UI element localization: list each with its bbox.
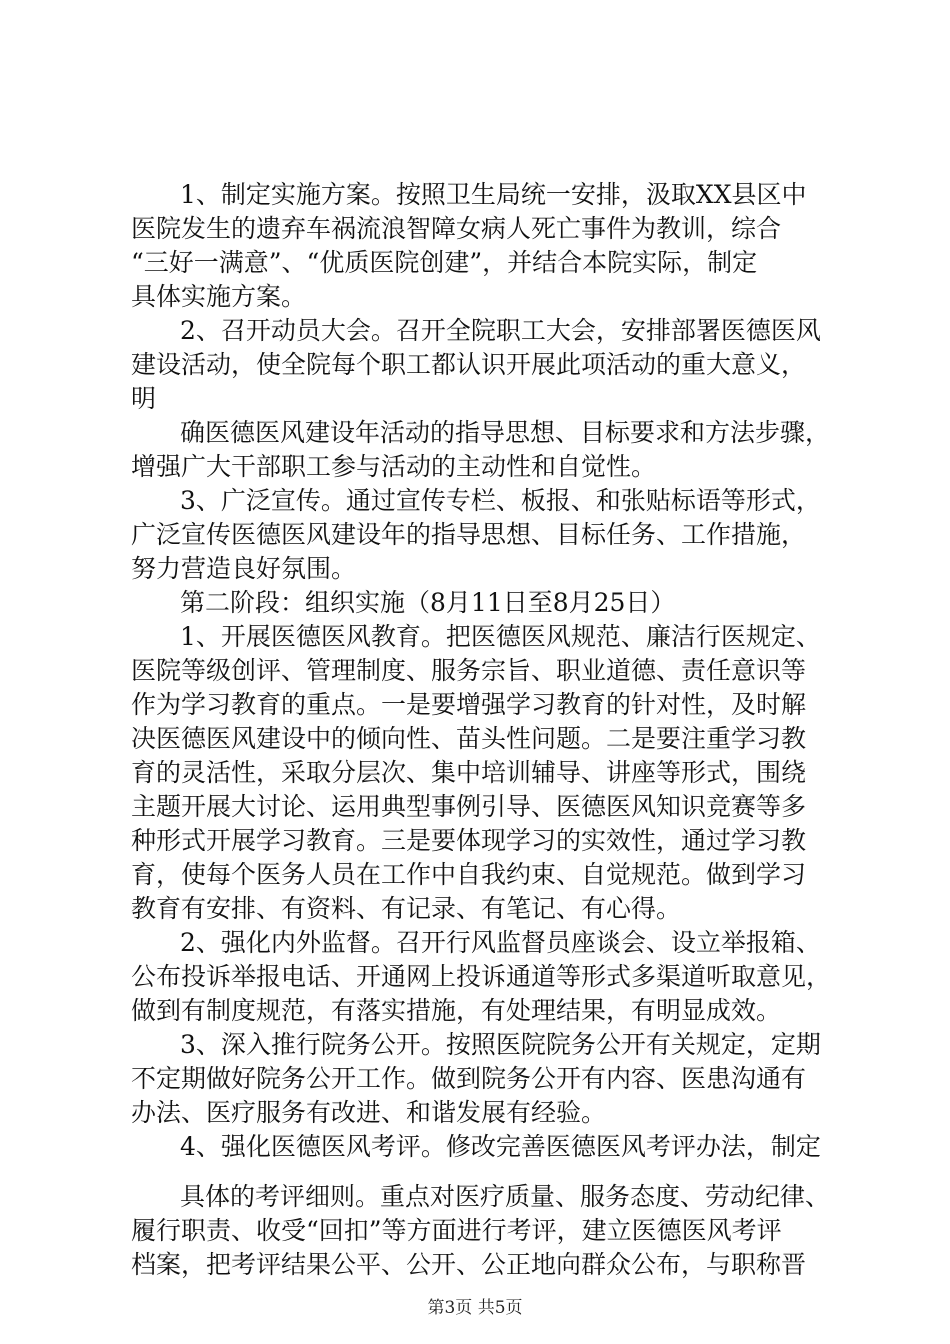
text-line: 2、强化内外监督。召开行风监督员座谈会、设立举报箱、 — [180, 928, 821, 957]
text-line: 育，使每个医务人员在工作中自我约束、自觉规范。做到学习 — [131, 860, 807, 889]
text-line: 公布投诉举报电话、开通网上投诉通道等形式多渠道听取意见， — [131, 962, 832, 991]
text-line: 明 — [131, 384, 157, 413]
text-line: 具体实施方案。 — [131, 282, 307, 311]
text-line: 做到有制度规范，有落实措施，有处理结果，有明显成效。 — [131, 996, 782, 1025]
text-line: 育的灵活性，采取分层次、集中培训辅导、讲座等形式，围绕 — [131, 758, 807, 787]
text-line: 决医德医风建设中的倾向性、苗头性问题。二是要注重学习教 — [131, 724, 807, 753]
text-line: 确医德医风建设年活动的指导思想、目标要求和方法步骤， — [180, 418, 831, 447]
text-line: 教育有安排、有资料、有记录、有笔记、有心得。 — [131, 894, 682, 923]
text-line: 建设活动，使全院每个职工都认识开展此项活动的重大意义， — [131, 350, 807, 379]
text-line: 档案，把考评结果公平、公开、公正地向群众公布，与职称晋 — [131, 1250, 807, 1279]
text-line: 1、制定实施方案。按照卫生局统一安排，汲取XX县区中 — [180, 180, 807, 209]
section-heading: 第二阶段：组织实施（8月11日至8月25日） — [180, 588, 676, 617]
text-line: 主题开展大讨论、运用典型事例引导、医德医风知识竞赛等多 — [131, 792, 807, 821]
text-line: 广泛宣传医德医风建设年的指导思想、目标任务、工作措施， — [131, 520, 807, 549]
text-line: 增强广大干部职工参与活动的主动性和自觉性。 — [131, 452, 657, 481]
page-footer: 第3页 共5页 — [427, 1298, 523, 1318]
text-line: 1、开展医德医风教育。把医德医风规范、廉洁行医规定、 — [180, 622, 821, 651]
text-line: 医院发生的遗弃车祸流浪智障女病人死亡事件为教训，综合 — [131, 214, 782, 243]
text-line: 3、广泛宣传。通过宣传专栏、板报、和张贴标语等形式， — [180, 486, 821, 515]
text-line: 2、召开动员大会。召开全院职工大会，安排部署医德医风 — [180, 316, 821, 345]
text-line: 努力营造良好氛围。 — [131, 554, 357, 583]
text-line: 具体的考评细则。重点对医疗质量、服务态度、劳动纪律、 — [180, 1182, 831, 1211]
text-line: 不定期做好院务公开工作。做到院务公开有内容、医患沟通有 — [131, 1064, 807, 1093]
text-line: “三好一满意”、“优质医院创建”，并结合本院实际，制定 — [131, 248, 758, 277]
text-line: 办法、医疗服务有改进、和谐发展有经验。 — [131, 1098, 607, 1127]
text-line: 4、强化医德医风考评。修改完善医德医风考评办法，制定 — [180, 1132, 821, 1161]
text-line: 履行职责、收受“回扣”等方面进行考评，建立医德医风考评 — [131, 1216, 782, 1245]
text-line: 种形式开展学习教育。三是要体现学习的实效性，通过学习教 — [131, 826, 807, 855]
text-line: 3、深入推行院务公开。按照医院院务公开有关规定，定期 — [180, 1030, 821, 1059]
text-line: 医院等级创评、管理制度、服务宗旨、职业道德、责任意识等 — [131, 656, 807, 685]
text-line: 作为学习教育的重点。一是要增强学习教育的针对性，及时解 — [131, 690, 807, 719]
